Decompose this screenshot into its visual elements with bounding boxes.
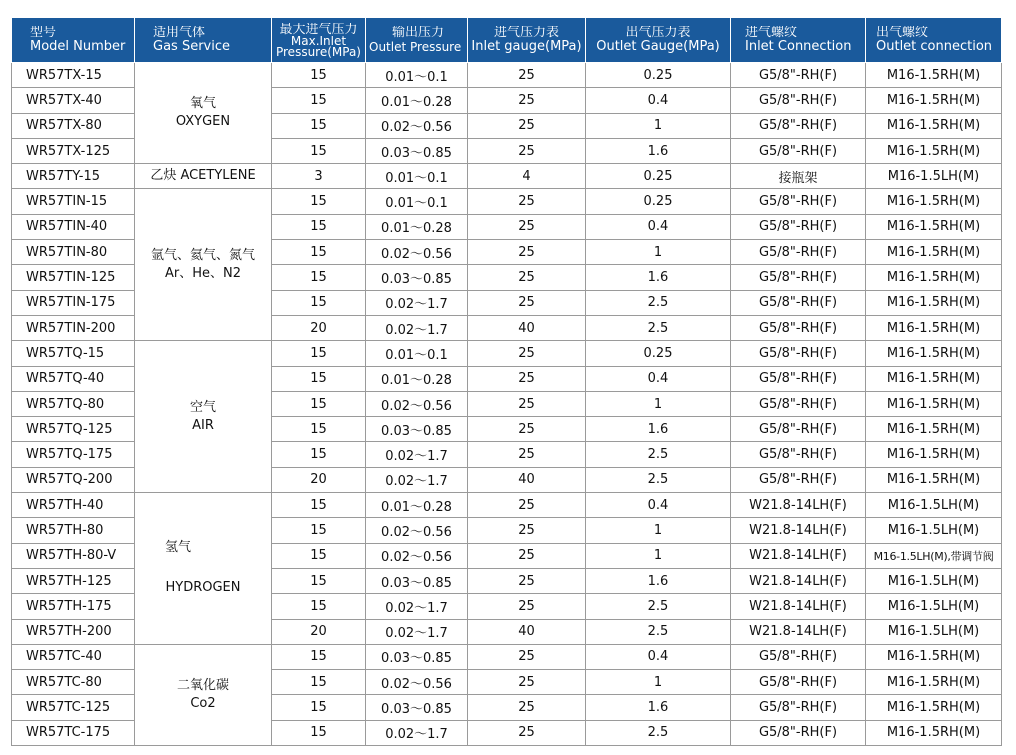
max-inlet-pressure-cell: 15: [272, 543, 366, 568]
table-row: [12, 493, 1002, 518]
outlet-gauge-cell: 0.25: [586, 189, 731, 214]
inlet-gauge-cell: 25: [468, 417, 586, 442]
max-inlet-pressure-cell: 20: [272, 467, 366, 492]
outlet-connection-cell: M16-1.5RH(M): [866, 417, 1002, 442]
gas-service-line: Co2: [190, 695, 216, 711]
max-inlet-pressure-cell: 15: [272, 670, 366, 695]
inlet-connection-cell: W21.8-14LH(F): [731, 518, 866, 543]
inlet-gauge-cell: 25: [468, 265, 586, 290]
outlet-pressure-cell: 0.03～0.85: [366, 265, 468, 290]
outlet-gauge-cell: 1.6: [586, 568, 731, 593]
max-inlet-pressure-cell: 15: [272, 417, 366, 442]
inlet-gauge-cell: 25: [468, 720, 586, 745]
table-body: [12, 63, 1002, 746]
inlet-gauge-cell: 25: [468, 366, 586, 391]
header-max-inlet-pressure: [272, 18, 366, 63]
outlet-pressure-cell: 0.01～0.1: [366, 189, 468, 214]
inlet-gauge-cell: 25: [468, 644, 586, 669]
outlet-gauge-cell: 1.6: [586, 417, 731, 442]
outlet-pressure-cell: 0.01～0.1: [366, 341, 468, 366]
outlet-connection-cell: M16-1.5RH(M): [866, 265, 1002, 290]
outlet-gauge-cell: 0.4: [586, 88, 731, 113]
outlet-gauge-cell: 1.6: [586, 695, 731, 720]
header-inlet-pressure-en: Max.Inlet Pressure(MPa): [275, 35, 361, 58]
inlet-gauge-cell: 40: [468, 619, 586, 644]
max-inlet-pressure-cell: 15: [272, 341, 366, 366]
outlet-gauge-cell: 0.25: [586, 164, 731, 189]
inlet-gauge-cell: 25: [468, 88, 586, 113]
header-gas-service: [135, 18, 272, 63]
inlet-connection-cell: G5/8"-RH(F): [731, 341, 866, 366]
outlet-pressure-cell: 0.02～0.56: [366, 518, 468, 543]
max-inlet-pressure-cell: 15: [272, 720, 366, 745]
outlet-connection-cell: M16-1.5RH(M): [866, 644, 1002, 669]
inlet-connection-cell: G5/8"-RH(F): [731, 214, 866, 239]
inlet-gauge-cell: 25: [468, 518, 586, 543]
max-inlet-pressure-cell: 15: [272, 442, 366, 467]
max-inlet-pressure-cell: 15: [272, 391, 366, 416]
model-number-cell: WR57TX-80: [12, 113, 135, 138]
inlet-gauge-cell: 25: [468, 63, 586, 88]
outlet-gauge-cell: 0.4: [586, 493, 731, 518]
outlet-gauge-cell: 1: [586, 670, 731, 695]
max-inlet-pressure-cell: 15: [272, 88, 366, 113]
outlet-pressure-cell: 0.01～0.1: [366, 164, 468, 189]
inlet-connection-cell: W21.8-14LH(F): [731, 594, 866, 619]
header-inlet-gauge-en: Inlet gauge(MPa): [471, 40, 582, 54]
inlet-connection-cell: W21.8-14LH(F): [731, 619, 866, 644]
outlet-pressure-cell: 0.01～0.28: [366, 493, 468, 518]
model-number-cell: WR57TIN-80: [12, 240, 135, 265]
model-number-cell: WR57TQ-40: [12, 366, 135, 391]
inlet-gauge-cell: 25: [468, 214, 586, 239]
table-row: [12, 644, 1002, 669]
regulator-spec-table: [11, 17, 1002, 746]
inlet-gauge-cell: 25: [468, 493, 586, 518]
header-inlet-conn-cn: 进气螺纹: [745, 26, 798, 40]
inlet-connection-cell: W21.8-14LH(F): [731, 568, 866, 593]
header-model: [12, 18, 135, 63]
inlet-connection-cell: G5/8"-RH(F): [731, 417, 866, 442]
outlet-pressure-cell: 0.02～1.7: [366, 594, 468, 619]
header-outlet-gauge-en: Outlet Gauge(MPa): [596, 40, 720, 54]
model-number-cell: WR57TQ-200: [12, 467, 135, 492]
model-number-cell: WR57TH-125: [12, 568, 135, 593]
outlet-gauge-cell: 2.5: [586, 720, 731, 745]
inlet-connection-cell: G5/8"-RH(F): [731, 695, 866, 720]
outlet-pressure-cell: 0.03～0.85: [366, 695, 468, 720]
inlet-connection-cell: 接瓶架: [731, 164, 866, 189]
model-number-cell: WR57TIN-125: [12, 265, 135, 290]
max-inlet-pressure-cell: 15: [272, 214, 366, 239]
outlet-gauge-cell: 1: [586, 113, 731, 138]
model-number-cell: WR57TH-80-V: [12, 543, 135, 568]
inlet-connection-cell: G5/8"-RH(F): [731, 265, 866, 290]
header-inlet-connection: [731, 18, 866, 63]
model-number-cell: WR57TC-125: [12, 695, 135, 720]
inlet-gauge-cell: 25: [468, 290, 586, 315]
outlet-pressure-cell: 0.02～1.7: [366, 467, 468, 492]
gas-service-line: OXYGEN: [175, 114, 231, 130]
spec-table-container: [11, 17, 1002, 746]
inlet-connection-cell: W21.8-14LH(F): [731, 493, 866, 518]
inlet-connection-cell: W21.8-14LH(F): [731, 543, 866, 568]
header-gas-cn: 适用气体: [153, 26, 206, 40]
outlet-connection-cell: M16-1.5LH(M): [866, 518, 1002, 543]
max-inlet-pressure-cell: 15: [272, 113, 366, 138]
table-row: [12, 63, 1002, 88]
outlet-pressure-cell: 0.03～0.85: [366, 568, 468, 593]
gas-service-line: HYDROGEN: [165, 580, 241, 596]
outlet-pressure-cell: 0.01～0.1: [366, 63, 468, 88]
table-row: [12, 189, 1002, 214]
outlet-connection-cell: M16-1.5RH(M): [866, 315, 1002, 340]
max-inlet-pressure-cell: 15: [272, 138, 366, 163]
model-number-cell: WR57TC-80: [12, 670, 135, 695]
header-outlet-conn-en: Outlet connection: [876, 40, 993, 54]
inlet-gauge-cell: 25: [468, 594, 586, 619]
model-number-cell: WR57TQ-175: [12, 442, 135, 467]
outlet-pressure-cell: 0.02～0.56: [366, 240, 468, 265]
outlet-connection-cell: M16-1.5RH(M): [866, 467, 1002, 492]
gas-service-line: 氩气、氦气、氮气: [150, 247, 255, 263]
outlet-connection-cell: M16-1.5RH(M): [866, 391, 1002, 416]
max-inlet-pressure-cell: 15: [272, 63, 366, 88]
outlet-connection-cell: M16-1.5LH(M),带调节阀: [866, 543, 1002, 568]
max-inlet-pressure-cell: 15: [272, 189, 366, 214]
outlet-pressure-cell: 0.02～0.56: [366, 113, 468, 138]
inlet-gauge-cell: 25: [468, 670, 586, 695]
inlet-connection-cell: G5/8"-RH(F): [731, 138, 866, 163]
inlet-connection-cell: G5/8"-RH(F): [731, 88, 866, 113]
outlet-connection-cell: M16-1.5RH(M): [866, 214, 1002, 239]
header-inlet-gauge-cn: 进气压力表: [493, 26, 559, 40]
outlet-connection-cell: M16-1.5LH(M): [866, 164, 1002, 189]
model-number-cell: WR57TH-175: [12, 594, 135, 619]
header-outlet-pressure: [366, 18, 468, 63]
outlet-pressure-cell: 0.01～0.28: [366, 366, 468, 391]
outlet-pressure-cell: 0.02～0.56: [366, 670, 468, 695]
gas-service-line: AIR: [192, 417, 214, 433]
max-inlet-pressure-cell: 20: [272, 315, 366, 340]
outlet-connection-cell: M16-1.5RH(M): [866, 670, 1002, 695]
outlet-connection-cell: M16-1.5RH(M): [866, 720, 1002, 745]
header-model-en: Model Number: [30, 40, 126, 54]
model-number-cell: WR57TX-40: [12, 88, 135, 113]
model-number-cell: WR57TQ-125: [12, 417, 135, 442]
outlet-pressure-cell: 0.02～1.7: [366, 315, 468, 340]
gas-service-line: Ar、He、N2: [164, 265, 241, 281]
table-row: [12, 164, 1002, 189]
outlet-pressure-cell: 0.03～0.85: [366, 417, 468, 442]
max-inlet-pressure-cell: 15: [272, 493, 366, 518]
max-inlet-pressure-cell: 15: [272, 695, 366, 720]
inlet-gauge-cell: 25: [468, 240, 586, 265]
table-row: [12, 341, 1002, 366]
outlet-gauge-cell: 2.5: [586, 619, 731, 644]
outlet-pressure-cell: 0.01～0.28: [366, 214, 468, 239]
outlet-connection-cell: M16-1.5RH(M): [866, 366, 1002, 391]
inlet-connection-cell: G5/8"-RH(F): [731, 670, 866, 695]
outlet-connection-cell: M16-1.5RH(M): [866, 240, 1002, 265]
inlet-connection-cell: G5/8"-RH(F): [731, 644, 866, 669]
max-inlet-pressure-cell: 15: [272, 568, 366, 593]
header-outlet-gauge: [586, 18, 731, 63]
outlet-gauge-cell: 0.4: [586, 644, 731, 669]
outlet-gauge-cell: 0.25: [586, 341, 731, 366]
max-inlet-pressure-cell: 15: [272, 518, 366, 543]
gas-service-cell: [135, 341, 272, 493]
outlet-pressure-cell: 0.03～0.85: [366, 644, 468, 669]
model-number-cell: WR57TC-40: [12, 644, 135, 669]
model-number-cell: WR57TIN-40: [12, 214, 135, 239]
gas-service-cell: [135, 164, 272, 189]
outlet-gauge-cell: 1: [586, 391, 731, 416]
gas-service-cell: [135, 644, 272, 745]
max-inlet-pressure-cell: 3: [272, 164, 366, 189]
outlet-pressure-cell: 0.02～0.56: [366, 391, 468, 416]
model-number-cell: WR57TIN-175: [12, 290, 135, 315]
inlet-connection-cell: G5/8"-RH(F): [731, 720, 866, 745]
inlet-gauge-cell: 4: [468, 164, 586, 189]
outlet-gauge-cell: 2.5: [586, 594, 731, 619]
gas-service-line: 氢气: [165, 540, 192, 556]
header-inlet-conn-en: Inlet Connection: [745, 40, 852, 54]
inlet-connection-cell: G5/8"-RH(F): [731, 113, 866, 138]
model-number-cell: WR57TY-15: [12, 164, 135, 189]
outlet-connection-cell: M16-1.5LH(M): [866, 568, 1002, 593]
outlet-connection-cell: M16-1.5RH(M): [866, 442, 1002, 467]
inlet-gauge-cell: 25: [468, 113, 586, 138]
outlet-connection-cell: M16-1.5RH(M): [866, 138, 1002, 163]
outlet-gauge-cell: 0.4: [586, 214, 731, 239]
header-inlet-pressure-cn: 最大进气压力: [279, 22, 358, 36]
model-number-cell: WR57TX-125: [12, 138, 135, 163]
header-inlet-gauge: [468, 18, 586, 63]
table-header: [12, 18, 1002, 63]
outlet-connection-cell: M16-1.5RH(M): [866, 63, 1002, 88]
outlet-pressure-cell: 0.03～0.85: [366, 138, 468, 163]
max-inlet-pressure-cell: 15: [272, 644, 366, 669]
inlet-connection-cell: G5/8"-RH(F): [731, 315, 866, 340]
header-gas-en: Gas Service: [153, 40, 230, 54]
max-inlet-pressure-cell: 20: [272, 619, 366, 644]
outlet-pressure-cell: 0.02～1.7: [366, 720, 468, 745]
outlet-gauge-cell: 1.6: [586, 265, 731, 290]
outlet-connection-cell: M16-1.5RH(M): [866, 290, 1002, 315]
inlet-connection-cell: G5/8"-RH(F): [731, 366, 866, 391]
gas-service-line: 乙炔 ACETYLENE: [150, 168, 256, 184]
gas-service-cell: [135, 189, 272, 341]
model-number-cell: WR57TH-80: [12, 518, 135, 543]
header-outlet-connection: [866, 18, 1002, 63]
max-inlet-pressure-cell: 15: [272, 366, 366, 391]
model-number-cell: WR57TH-200: [12, 619, 135, 644]
header-outlet-pressure-cn: 输出压力: [391, 26, 444, 40]
header-row: [12, 18, 1002, 63]
outlet-connection-cell: M16-1.5RH(M): [866, 88, 1002, 113]
gas-service-line: 空气: [189, 399, 216, 415]
inlet-gauge-cell: 40: [468, 315, 586, 340]
inlet-gauge-cell: 25: [468, 695, 586, 720]
inlet-connection-cell: G5/8"-RH(F): [731, 189, 866, 214]
model-number-cell: WR57TX-15: [12, 63, 135, 88]
header-outlet-conn-cn: 出气螺纹: [876, 26, 929, 40]
outlet-connection-cell: M16-1.5LH(M): [866, 493, 1002, 518]
inlet-gauge-cell: 25: [468, 138, 586, 163]
max-inlet-pressure-cell: 15: [272, 265, 366, 290]
outlet-gauge-cell: 0.4: [586, 366, 731, 391]
outlet-gauge-cell: 2.5: [586, 467, 731, 492]
gas-service-line: 氧气: [189, 96, 216, 112]
outlet-connection-cell: M16-1.5LH(M): [866, 594, 1002, 619]
outlet-connection-cell: M16-1.5RH(M): [866, 189, 1002, 214]
model-number-cell: WR57TC-175: [12, 720, 135, 745]
inlet-connection-cell: G5/8"-RH(F): [731, 240, 866, 265]
outlet-gauge-cell: 1.6: [586, 138, 731, 163]
inlet-connection-cell: G5/8"-RH(F): [731, 442, 866, 467]
outlet-gauge-cell: 1: [586, 518, 731, 543]
max-inlet-pressure-cell: 15: [272, 240, 366, 265]
outlet-pressure-cell: 0.02～1.7: [366, 619, 468, 644]
inlet-gauge-cell: 40: [468, 467, 586, 492]
inlet-connection-cell: G5/8"-RH(F): [731, 391, 866, 416]
max-inlet-pressure-cell: 15: [272, 594, 366, 619]
outlet-gauge-cell: 2.5: [586, 290, 731, 315]
outlet-connection-cell: M16-1.5RH(M): [866, 695, 1002, 720]
outlet-pressure-cell: 0.01～0.28: [366, 88, 468, 113]
outlet-gauge-cell: 2.5: [586, 315, 731, 340]
inlet-connection-cell: G5/8"-RH(F): [731, 467, 866, 492]
inlet-gauge-cell: 25: [468, 391, 586, 416]
gas-service-cell: [135, 63, 272, 164]
inlet-gauge-cell: 25: [468, 568, 586, 593]
header-outlet-pressure-en: Outlet Pressure: [369, 40, 462, 54]
model-number-cell: WR57TQ-80: [12, 391, 135, 416]
outlet-gauge-cell: 1: [586, 543, 731, 568]
model-number-cell: WR57TQ-15: [12, 341, 135, 366]
header-outlet-gauge-cn: 出气压力表: [625, 26, 691, 40]
outlet-pressure-cell: 0.02～1.7: [366, 442, 468, 467]
outlet-pressure-cell: 0.02～0.56: [366, 543, 468, 568]
header-model-cn: 型号: [30, 26, 57, 40]
inlet-gauge-cell: 25: [468, 543, 586, 568]
model-number-cell: WR57TIN-200: [12, 315, 135, 340]
model-number-cell: WR57TH-40: [12, 493, 135, 518]
inlet-connection-cell: G5/8"-RH(F): [731, 63, 866, 88]
outlet-pressure-cell: 0.02～1.7: [366, 290, 468, 315]
outlet-connection-cell: M16-1.5RH(M): [866, 113, 1002, 138]
model-number-cell: WR57TIN-15: [12, 189, 135, 214]
outlet-connection-cell: M16-1.5RH(M): [866, 341, 1002, 366]
outlet-connection-cell: M16-1.5LH(M): [866, 619, 1002, 644]
inlet-gauge-cell: 25: [468, 442, 586, 467]
inlet-gauge-cell: 25: [468, 189, 586, 214]
outlet-gauge-cell: 0.25: [586, 63, 731, 88]
max-inlet-pressure-cell: 15: [272, 290, 366, 315]
gas-service-line: 二氧化碳: [176, 677, 229, 693]
outlet-gauge-cell: 2.5: [586, 442, 731, 467]
inlet-gauge-cell: 25: [468, 341, 586, 366]
gas-service-cell: [135, 493, 272, 645]
inlet-connection-cell: G5/8"-RH(F): [731, 290, 866, 315]
outlet-gauge-cell: 1: [586, 240, 731, 265]
